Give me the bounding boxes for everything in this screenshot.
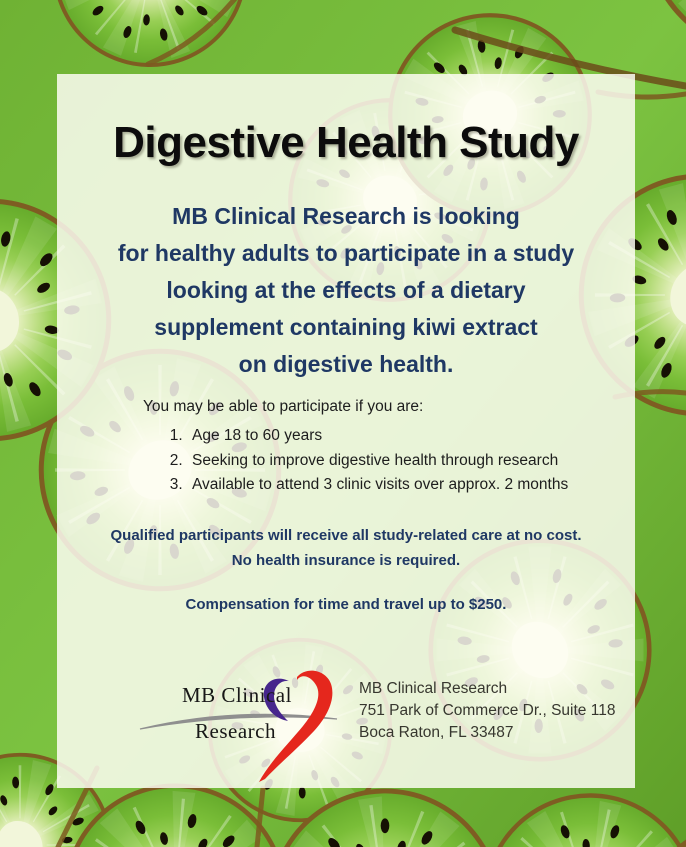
intro-line: supplement containing kiwi extract [154, 314, 538, 340]
eligibility-item: 2. Seeking to improve digestive health through research [187, 449, 635, 474]
benefits-text [57, 523, 635, 573]
benefits-line: Qualified participants will receive all study-related care at no cost. [110, 526, 582, 544]
eligibility-heading: You may be able to participate if you are: [143, 398, 424, 415]
intro-paragraph [57, 198, 635, 383]
footer [57, 663, 635, 785]
logo-text-line2: Research [195, 718, 276, 743]
flyer-panel [57, 74, 635, 788]
eligibility-item: 3. Available to attend 3 clinic visits over approx. 2 months [187, 473, 635, 498]
contact-block [359, 663, 615, 744]
mb-clinical-logo [137, 663, 345, 785]
contact-address-line2: Boca Raton, FL 33487 [359, 723, 514, 741]
contact-name: MB Clinical Research [359, 679, 508, 697]
intro-line: for healthy adults to participate in a study [117, 240, 575, 266]
compensation-text: Compensation for time and travel up to $250. [185, 595, 507, 613]
benefits-line: No health insurance is required. [231, 551, 461, 569]
logo-text-line1: MB Clinical [182, 682, 292, 707]
intro-line: MB Clinical Research is looking [172, 203, 520, 229]
eligibility-item: 1. Age 18 to 60 years [187, 424, 635, 449]
intro-line: on digestive health. [238, 351, 454, 377]
intro-line: looking at the effects of a dietary [166, 277, 526, 303]
page-title: Digestive Health Study [113, 118, 579, 167]
eligibility-list [143, 424, 635, 498]
eligibility-section [143, 397, 635, 498]
contact-address-line1: 751 Park of Commerce Dr., Suite 118 [359, 701, 616, 719]
